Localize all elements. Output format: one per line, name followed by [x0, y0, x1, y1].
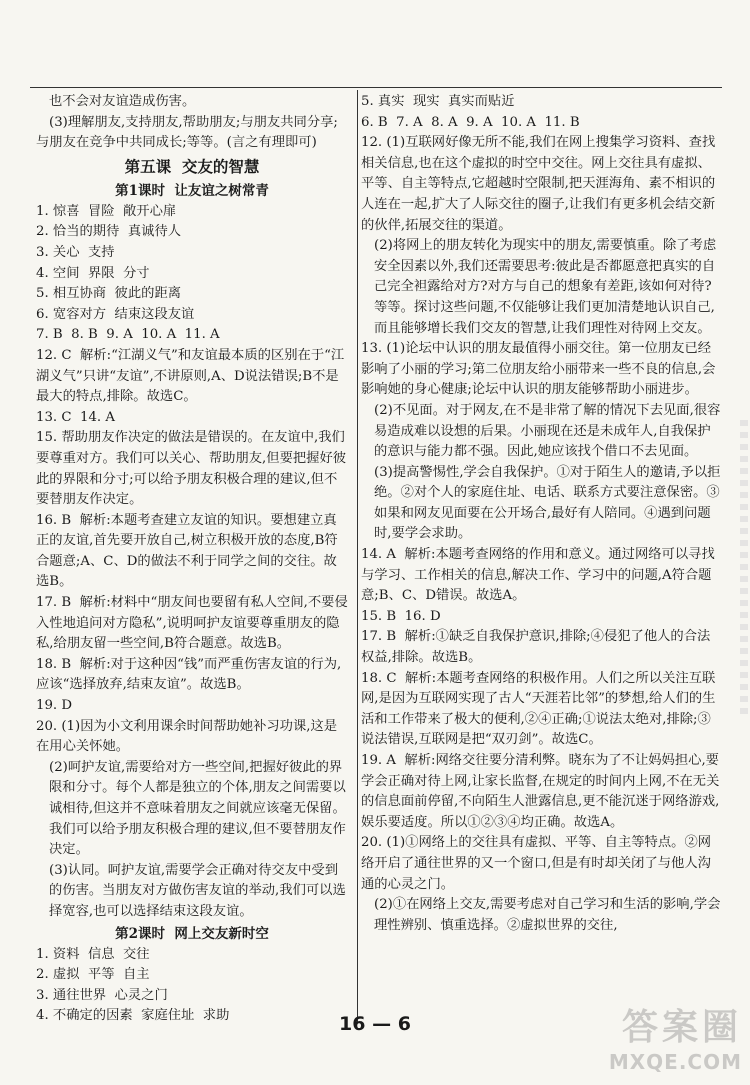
answer-paragraph: 也不会对友谊造成伤害。: [49, 94, 196, 109]
answer-paragraph: (3)理解朋友,支持朋友,帮助朋友;与朋友共同分享;与朋友在竞争中共同成长;等等。(言之有理即可): [36, 114, 338, 151]
answer-item: 3. 关心 支持: [36, 244, 115, 260]
answer-item: 18. B 解析:对于这种因“钱”而严重伤害友谊的行为,应该“选择放弃,结束友谊”。故选B。: [36, 656, 342, 693]
answer-item: 20. (1)因为小文利用课余时间帮助她补习功课,这是在用心关怀她。: [36, 718, 338, 755]
answer-paragraph: (2)将网上的朋友转化为现实中的朋友,需要慎重。除了考虑安全因素以外,我们还需要思考:彼此是否都愿意把真实的自己完全袒露给对方?对方与自己的想象有差距,该如何对待?等等。探讨这些问题,不仅能够让我们更加清楚地认识自己,而且能够增长我们交友的智慧,让我们理性对待网上交友。: [374, 238, 717, 336]
section-heading: 第1课时 让友谊之树常青: [115, 182, 269, 199]
answer-item: 16. B 解析:本题考查建立友谊的知识。要想建立真正的友谊,首先要开放自己,树立积极开放的态度,B符合题意;A、C、D的做法不利于同学之间的交往。故选B。: [36, 512, 338, 590]
watermark-text: 答案圈: [621, 1007, 742, 1048]
answer-paragraph: (2)不见面。对于网友,在不是非常了解的情况下去见面,很容易造成难以设想的后果。小丽现在还是未成年人,自我保护的意识与能力都不强。因此,她应该找个借口不去见面。: [374, 402, 721, 460]
answer-item: 7. B 8. B 9. A 10. A 11. A: [36, 327, 220, 343]
column-divider: [357, 90, 358, 1022]
answer-item: 2. 恰当的期待 真诚待人: [36, 224, 182, 240]
answer-item: 12. C 解析:“江湖义气”和友谊最本质的区别在于“江湖义气”只讲“友谊”,不讲原则,A、D说法错误;B不是最大的特点,排除。故选C。: [36, 347, 345, 405]
answer-paragraph: (2)呵护友谊,需要给对方一些空间,把握好彼此的界限和分寸。每个人都是独立的个体,朋友之间需要以诚相待,但这并不意味着朋友之间就应该毫无保留。我们可以给予朋友积极合理的建议,但不要替朋友作决定。: [49, 759, 346, 858]
lesson-heading: 第五课 交友的智慧: [124, 156, 260, 176]
answer-paragraph: (2)①在网络上交友,需要考虑对自己学习和生活的影响,学会理性辨别、慎重选择。②虚拟世界的交往,: [374, 897, 721, 933]
answer-item: 17. B 解析:材料中“朋友间也要留有私人空间,不要侵入性地追问对方隐私”,说明呵护友谊要尊重朋友的隐私,给朋友留一些空间,B符合题意。故选B。: [36, 595, 348, 652]
right-column: [361, 92, 723, 936]
answer-item: 13. (1)论坛中认识的朋友最值得小丽交往。第一位朋友已经影响了小丽的学习;第二位朋友给小丽带来一些不良的信息,会影响她的身心健康;论坛中认识的朋友能够帮助小丽进步。: [361, 341, 716, 398]
answer-item: 20. (1)①网络上的交往具有虚拟、平等、自主等特点。②网络开启了通往世界的又一个窗口,但是有时却关闭了与他人沟通的心灵之门。: [361, 835, 712, 892]
answer-item: 5. 真实 现实 真实而贴近: [361, 94, 515, 109]
answer-item: 19. D: [36, 698, 73, 714]
answer-item: 15. 帮助朋友作决定的做法是错误的。在友谊中,我们要尊重对方。我们可以关心、帮助朋友,但要把握好彼此的界限和分寸;可以给予朋友积极合理的建议,但不要替朋友作决定。: [36, 430, 347, 508]
answer-item: 14. A 解析:本题考查网络的作用和意义。通过网络可以寻找与学习、工作相关的信息,解决工作、学习中的问题,A符合题意;B、C、D错误。故选A。: [361, 547, 715, 604]
answer-item: 18. C 解析:本题考查网络的积极作用。人们之所以关注互联网,是因为互联网实现了古人“天涯若比邻”的梦想,给人们的生活和工作带来了极大的便利,②④正确;①说法太绝对,排除;③说法错误,互联网是把“双刃剑”。故选C。: [361, 670, 716, 748]
answer-item: 15. B 16. D: [361, 608, 441, 624]
left-column: [36, 92, 348, 1027]
page-number: 16 — 6: [339, 1013, 411, 1035]
answer-item: 5. 相互协商 彼此的距离: [36, 286, 182, 302]
answer-paragraph: (3)提高警惕性,学会自我保护。①对于陌生人的邀请,予以拒绝。②对个人的家庭住址、电话、联系方式要注意保密。③如果和网友见面要在公开场合,最好有人陪同。④遇到问题时,要学会求助。: [374, 464, 721, 542]
answer-item: 19. A 解析:网络交往要分清利弊。晓东为了不让妈妈担心,要学会正确对待上网,让家长监督,在规定的时间内上网,不在无关的信息面前停留,不向陌生人泄露信息,更不能沉迷于网络游戏,娱乐要适度。所以①②③④均正确。故选A。: [361, 753, 720, 830]
answer-item: 3. 通往世界 心灵之门: [36, 987, 168, 1003]
answer-item: 13. C 14. A: [36, 409, 115, 425]
answer-paragraph: (3)认同。呵护友谊,需要学会正确对待交友中受到的伤害。当朋友对方做伤害友谊的举动,我们可以选择宽容,也可以选择结束这段友谊。: [49, 862, 346, 919]
top-rule: [30, 87, 722, 88]
answer-item: 4. 空间 界限 分寸: [36, 265, 150, 281]
section-heading: 第2课时 网上交友新时空: [115, 925, 269, 942]
answer-item: 17. B 解析:①缺乏自我保护意识,排除;④侵犯了他人的合法权益,排除。故选B。: [361, 629, 711, 666]
watermark-logo: [592, 999, 742, 1079]
answer-item: 1. 资料 信息 交往: [36, 946, 150, 962]
watermark-url: MXQE.COM: [608, 1050, 742, 1074]
answer-item: 1. 惊喜 冒险 敞开心扉: [36, 203, 177, 219]
page-spine-shadow: [740, 420, 748, 720]
answer-item: 6. 宽容对方 结束这段友谊: [36, 306, 195, 322]
answer-item: 2. 虚拟 平等 自主: [36, 967, 150, 983]
answer-item: 6. B 7. A 8. A 9. A 10. A 11. B: [361, 114, 580, 130]
answer-item: 4. 不确定的因素 家庭住址 求助: [36, 1008, 230, 1024]
answer-item: 12. (1)互联网好像无所不能,我们在网上搜集学习资料、查找相关信息,也在这个虚拟的时空中交往。网上交往具有虚拟、平等、自主等特点,它超越时空限制,把天涯海角、素不相识的人连在一起,扩大了人际交往的圈子,让我们有更多机会结交新的伙伴,拓展交往的渠道。: [361, 135, 716, 233]
